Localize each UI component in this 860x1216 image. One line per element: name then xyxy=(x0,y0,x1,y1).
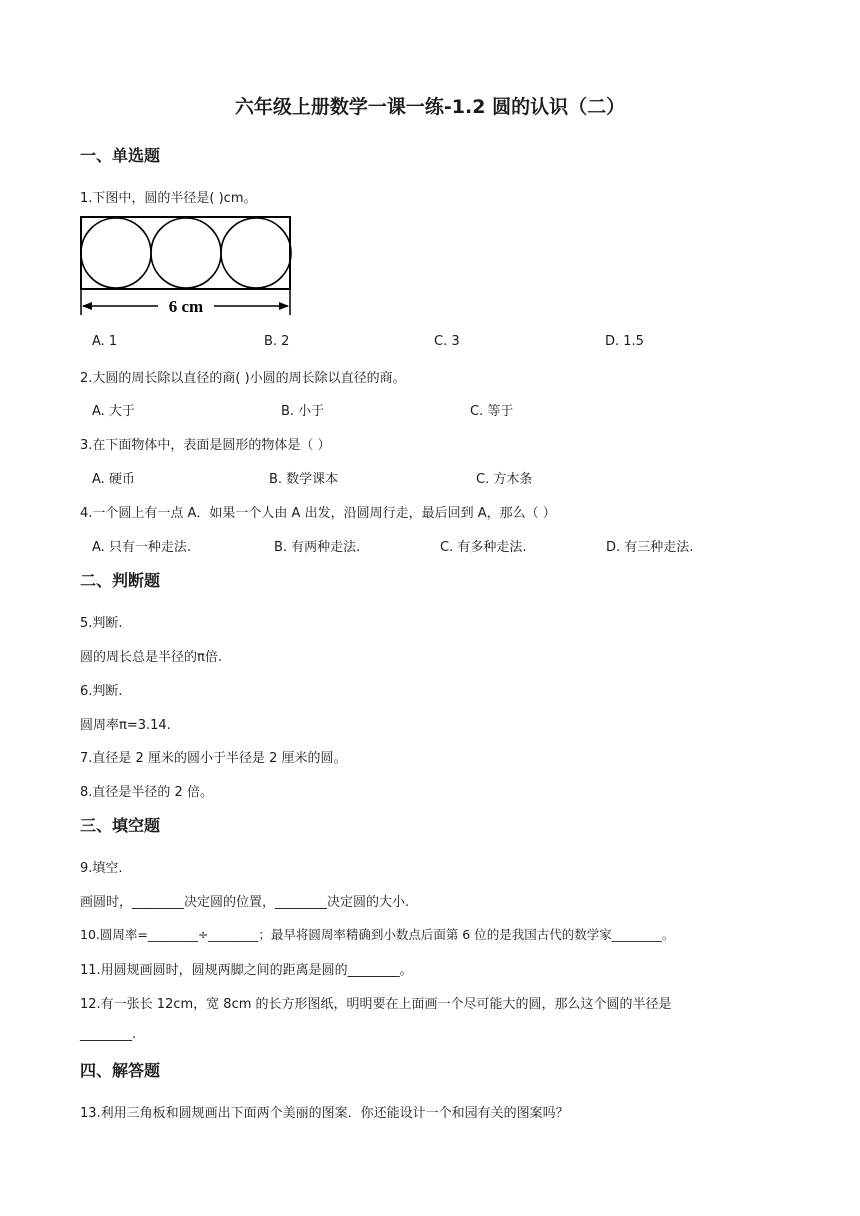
q1-option-b: B. 2 xyxy=(264,334,290,349)
question-8-text: 8.直径是半径的 2 倍。 xyxy=(80,785,213,800)
q4-option-d: D. 有三种走法. xyxy=(606,540,694,555)
page-title: 六年级上册数学一课一练-1.2 圆的认识（二） xyxy=(234,96,626,118)
question-9-statement: 画圆时，________决定圆的位置，________决定圆的大小. xyxy=(80,895,410,910)
q2-option-b: B. 小于 xyxy=(281,404,325,419)
figure-circle-2 xyxy=(151,218,221,288)
question-12-blank: ________. xyxy=(80,1027,137,1042)
figure-circle-3 xyxy=(221,218,291,288)
q3-option-c: C. 方木条 xyxy=(476,472,533,487)
section-heading-solve: 四、解答题 xyxy=(80,1061,161,1080)
question-11-text: 11.用圆规画圆时，圆规两脚之间的距离是圆的________。 xyxy=(80,963,413,978)
arrow-left-icon xyxy=(82,302,92,310)
figure-dimension-label: 6 cm xyxy=(168,297,204,316)
q4-option-c: C. 有多种走法. xyxy=(440,540,527,555)
question-4-text: 4.一个圆上有一点 A．如果一个人由 A 出发，沿圆周行走，最后回到 A，那么（ ） xyxy=(80,506,556,521)
q1-option-c: C. 3 xyxy=(434,334,460,349)
question-2-text: 2.大圆的周长除以直径的商( )小圆的周长除以直径的商。 xyxy=(80,371,406,386)
question-3-text: 3.在下面物体中，表面是圆形的物体是（ ） xyxy=(80,438,331,453)
question-7-text: 7.直径是 2 厘米的圆小于半径是 2 厘米的圆。 xyxy=(80,751,347,766)
section-heading-true-false: 二、判断题 xyxy=(80,571,161,590)
figure-rectangle xyxy=(81,217,290,289)
q3-option-a: A. 硬币 xyxy=(92,472,135,487)
section-heading-single-choice: 一、单选题 xyxy=(80,146,161,165)
question-6-text: 6.判断. xyxy=(80,684,123,699)
q1-option-d: D. 1.5 xyxy=(605,334,644,349)
question-12-text: 12.有一张长 12cm，宽 8cm 的长方形图纸，明明要在上面画一个尽可能大的圆，那么这个圆的半径是 xyxy=(80,997,672,1012)
figure-circle-1 xyxy=(81,218,151,288)
section-heading-fill-in: 三、填空题 xyxy=(80,816,161,835)
q2-option-a: A. 大于 xyxy=(92,404,135,419)
q4-option-b: B. 有两种走法. xyxy=(274,540,361,555)
q4-option-a: A. 只有一种走法. xyxy=(92,540,192,555)
three-circles-figure xyxy=(80,215,292,320)
q1-option-a: A. 1 xyxy=(92,334,118,349)
arrow-right-icon xyxy=(279,302,289,310)
q3-option-b: B. 数学课本 xyxy=(269,472,339,487)
q2-option-c: C. 等于 xyxy=(470,404,514,419)
question-1-text: 1.下图中，圆的半径是( )cm。 xyxy=(80,191,257,206)
question-5-statement: 圆的周长总是半径的π倍. xyxy=(80,650,222,665)
question-6-statement: 圆周率π=3.14. xyxy=(80,718,171,733)
question-13-text: 13.利用三角板和圆规画出下面两个美丽的图案．你还能设计一个和园有关的图案吗？ xyxy=(80,1106,569,1121)
question-9-text: 9.填空. xyxy=(80,861,123,876)
question-5-text: 5.判断. xyxy=(80,616,123,631)
question-10-text: 10.圆周率=________÷________；最早将圆周率精确到小数点后面第 6 位的是我国古代的数学家________。 xyxy=(80,927,675,942)
